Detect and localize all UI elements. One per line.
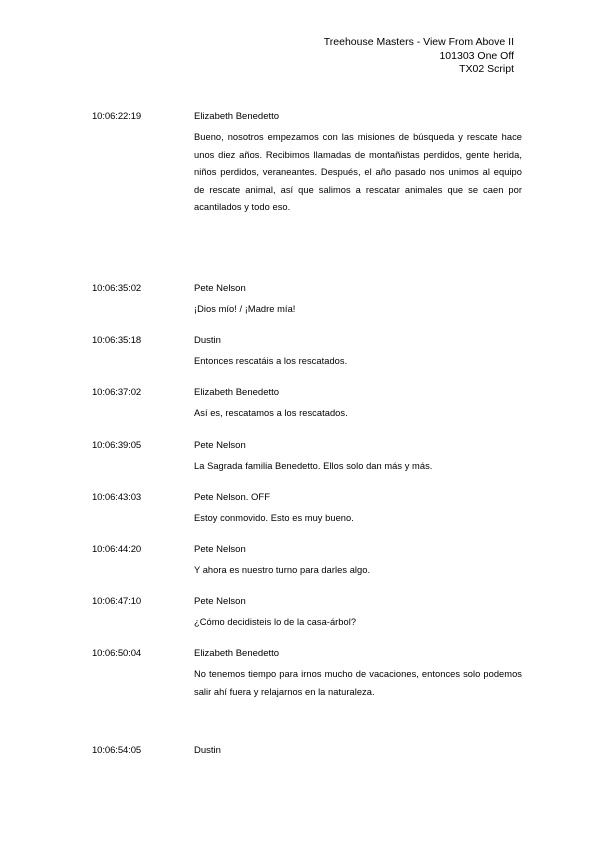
timecode: 10:06:50:04 [92, 648, 142, 659]
dialogue-line: Entonces rescatáis a los rescatados. [194, 356, 348, 366]
dialogue-line: La Sagrada familia Benedetto. Ellos solo dan más y más. [194, 461, 433, 471]
episode-number: 101303 One Off [439, 49, 514, 62]
dialogue-line: Bueno, nosotros empezamos con las misiones de búsqueda y rescate hace unos diez años. Recibimos llamadas de montañistas perdidos, gente herida, niños perdidos, veraneantes. Después, el año pasado nos unimos al equipo de rescate animal, así que salimos a rescatar animales que se caen por acantilados y todo eso. [194, 132, 522, 213]
timecode: 10:06:35:18 [92, 335, 142, 346]
speaker-name: Pete Nelson. OFF [194, 492, 271, 503]
timecode: 10:06:37:02 [92, 387, 142, 398]
dialogue-line: Y ahora es nuestro turno para darles algo. [194, 565, 371, 575]
dialogue-line: Estoy conmovido. Esto es muy bueno. [194, 513, 354, 523]
speaker-name: Dustin [194, 745, 221, 756]
speaker-name: Elizabeth Benedetto [194, 111, 280, 122]
speaker-name: Elizabeth Benedetto [194, 387, 280, 398]
document-label: TX02 Script [459, 63, 514, 75]
dialogue-line: No tenemos tiempo para irnos mucho de vacaciones, entonces solo podemos salir ahí fuera y relajarnos en la naturaleza. [194, 669, 522, 697]
timecode: 10:06:22:19 [92, 111, 142, 122]
speaker-name: Pete Nelson [194, 283, 246, 294]
dialogue-line: ¿Cómo decidisteis lo de la casa-árbol? [194, 617, 357, 627]
show-title: Treehouse Masters - View From Above II [323, 36, 514, 48]
dialogue-line: Así es, rescatamos a los rescatados. [194, 408, 348, 418]
timecode: 10:06:35:02 [92, 283, 142, 294]
speaker-name: Dustin [194, 335, 221, 346]
timecode: 10:06:44:20 [92, 544, 142, 555]
speaker-name: Pete Nelson [194, 440, 246, 451]
timecode: 10:06:54:05 [92, 745, 142, 756]
timecode: 10:06:43:03 [92, 492, 142, 503]
timecode: 10:06:39:05 [92, 440, 142, 451]
speaker-name: Elizabeth Benedetto [194, 648, 280, 659]
speaker-name: Pete Nelson [194, 596, 246, 607]
script-header [324, 36, 514, 77]
dialogue-line: ¡Dios mío! / ¡Madre mía! [194, 304, 296, 314]
speaker-name: Pete Nelson [194, 544, 246, 555]
timecode: 10:06:47:10 [92, 596, 142, 607]
